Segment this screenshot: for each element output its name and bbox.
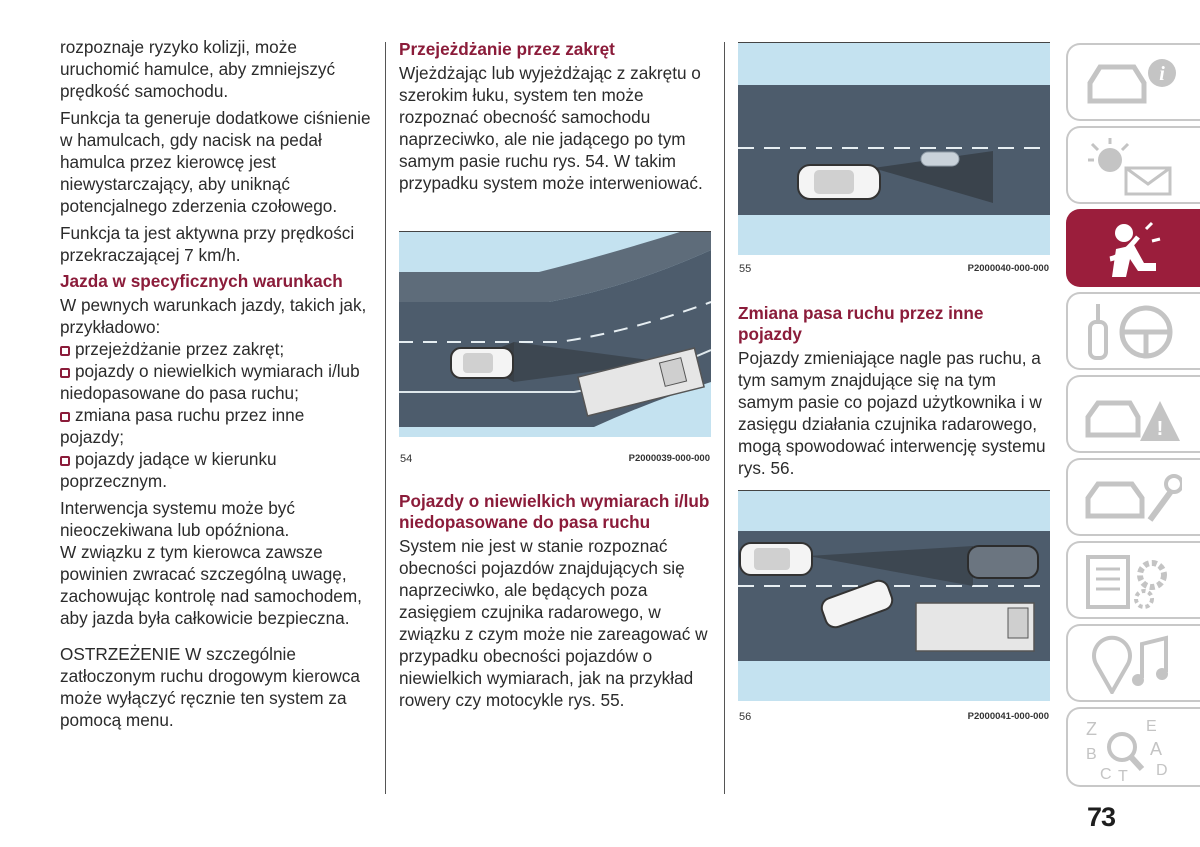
paragraph-lane-change: Pojazdy zmieniające nagle pas ruchu, a tym samym znajdujące się na tym samym pasie co pojazd użytkownika i w zasięgu działania czujnika radarowego, mogą spowodować interwencję systemu rys. 56. bbox=[738, 348, 1046, 478]
tab-car-info[interactable] bbox=[1066, 43, 1200, 121]
car-info-icon bbox=[1082, 53, 1182, 113]
settings-list-icon bbox=[1082, 551, 1182, 611]
alphabetical-index-icon bbox=[1082, 717, 1182, 781]
heading-curve: Przejeżdżanie przez zakręt bbox=[399, 39, 615, 59]
index-letter: D bbox=[1156, 762, 1168, 779]
figure-code: P2000039-000-000 bbox=[628, 453, 710, 464]
figure-54-curve bbox=[399, 231, 711, 437]
figure-55-caption bbox=[739, 263, 1049, 275]
tab-safety[interactable] bbox=[1066, 209, 1200, 287]
airbag-seatbelt-icon bbox=[1082, 219, 1182, 279]
page-number: 73 bbox=[1087, 802, 1116, 832]
paragraph-brake-pressure: Funkcja ta generuje dodatkowe ciśnienie w hamulcach, gdy nacisk na pedał hamulca przez kierowcę jest niewystarczający, aby uniknąć potencjalnego zderzenia czołowego. bbox=[60, 108, 371, 216]
paragraph-curve: Wjeżdżając lub wyjeżdżając z zakrętu o szerokim łuku, system ten może rozpoznać obecność samochodu naprzeciwko, ale nie jadącego po tym samym pasie ruchu rys. 54. W takim przypadku system może interweniować. bbox=[399, 63, 703, 193]
index-letter: T bbox=[1118, 768, 1128, 781]
tab-multimedia[interactable] bbox=[1066, 624, 1200, 702]
bullet-item: pojazdy jadące w kierunku poprzecznym. bbox=[60, 449, 277, 491]
tab-key-steering[interactable] bbox=[1066, 292, 1200, 370]
text-column-3 bbox=[738, 300, 1050, 484]
figure-code: P2000041-000-000 bbox=[967, 711, 1049, 722]
heading-lane-change: Zmiana pasa ruchu przez inne pojazdy bbox=[738, 303, 984, 344]
index-letter: E bbox=[1146, 718, 1157, 735]
index-letter: Z bbox=[1086, 719, 1097, 739]
bullet-item: zmiana pasa ruchu przez inne pojazdy; bbox=[60, 405, 305, 447]
text-column-2-lower bbox=[399, 488, 711, 716]
paragraph-small-vehicles: System nie jest w stanie rozpoznać obecności pojazdów znajdujących się naprzeciwko, ale będących poza zasięgiem czujnika radarowego, w związku z czym może nie zareagować w przypadku obecności pojazdów o niewielkich wymiarach, jak na przykład rowery czy motocykle rys. 55. bbox=[399, 536, 708, 710]
bullet-item: przejeżdżanie przez zakręt; bbox=[60, 338, 372, 360]
figure-number: 56 bbox=[739, 711, 752, 723]
figure-number: 54 bbox=[400, 453, 413, 465]
bullet-item: pojazdy o niewielkich wymiarach i/lub niedopasowane do pasa ruchu; bbox=[60, 361, 360, 403]
tab-technical-data[interactable] bbox=[1066, 541, 1200, 619]
index-letter: B bbox=[1086, 746, 1097, 763]
tab-lights-mail[interactable] bbox=[1066, 126, 1200, 204]
bullet-icon bbox=[60, 368, 70, 378]
figure-54-caption bbox=[400, 453, 710, 465]
warning-note: OSTRZEŻENIE W szczególnie zatłoczonym ruchu drogowym kierowca może wyłączyć ręcznie ten system za pomocą menu. bbox=[60, 644, 360, 730]
bullet-icon bbox=[60, 456, 70, 466]
column-divider-left bbox=[385, 42, 386, 794]
multimedia-icon bbox=[1082, 634, 1182, 694]
svg-text:i: i bbox=[1159, 63, 1165, 85]
svg-text:!: ! bbox=[1156, 418, 1164, 440]
paragraph-unexpected-intervention: Interwencja systemu może być nieoczekiwana lub opóźniona. bbox=[60, 498, 295, 540]
paragraph-driver-attention: W związku z tym kierowca zawsze powinien zwracać szczególną uwagę, zachowując kontrolę nad samochodem, aby jazda była całkowicie bezpieczna. bbox=[60, 542, 362, 628]
column-divider-right bbox=[724, 42, 725, 794]
figure-code: P2000040-000-000 bbox=[967, 263, 1049, 274]
figure-55-small-vehicles bbox=[738, 42, 1050, 255]
key-steering-wheel-icon bbox=[1082, 302, 1182, 362]
bullet-icon bbox=[60, 346, 70, 356]
figure-56-lane-change bbox=[738, 490, 1050, 701]
figure-number: 55 bbox=[739, 263, 752, 275]
index-letter: C bbox=[1100, 766, 1112, 781]
bullet-icon bbox=[60, 412, 70, 422]
car-warning-icon bbox=[1082, 385, 1182, 445]
lights-mail-icon bbox=[1082, 136, 1182, 196]
figure-56-caption bbox=[739, 711, 1049, 723]
paragraph-collision-braking: rozpoznaje ryzyko kolizji, może uruchomić hamulce, aby zmniejszyć prędkość samochodu. bbox=[60, 37, 336, 101]
text-column-1 bbox=[60, 36, 372, 736]
heading-specific-conditions: Jazda w specyficznych warunkach bbox=[60, 271, 343, 291]
heading-small-vehicles: Pojazdy o niewielkich wymiarach i/lub niedopasowane do pasa ruchu bbox=[399, 491, 710, 532]
text-column-2 bbox=[399, 36, 711, 199]
tab-index[interactable] bbox=[1066, 707, 1200, 787]
tab-maintenance[interactable] bbox=[1066, 458, 1200, 536]
paragraph-activation-speed: Funkcja ta jest aktywna przy prędkości przekraczającej 7 km/h. bbox=[60, 223, 355, 265]
conditions-intro: W pewnych warunkach jazdy, takich jak, przykładowo: bbox=[60, 295, 367, 337]
tab-warning[interactable] bbox=[1066, 375, 1200, 453]
index-letter: A bbox=[1150, 739, 1163, 759]
car-wrench-icon bbox=[1082, 468, 1182, 528]
